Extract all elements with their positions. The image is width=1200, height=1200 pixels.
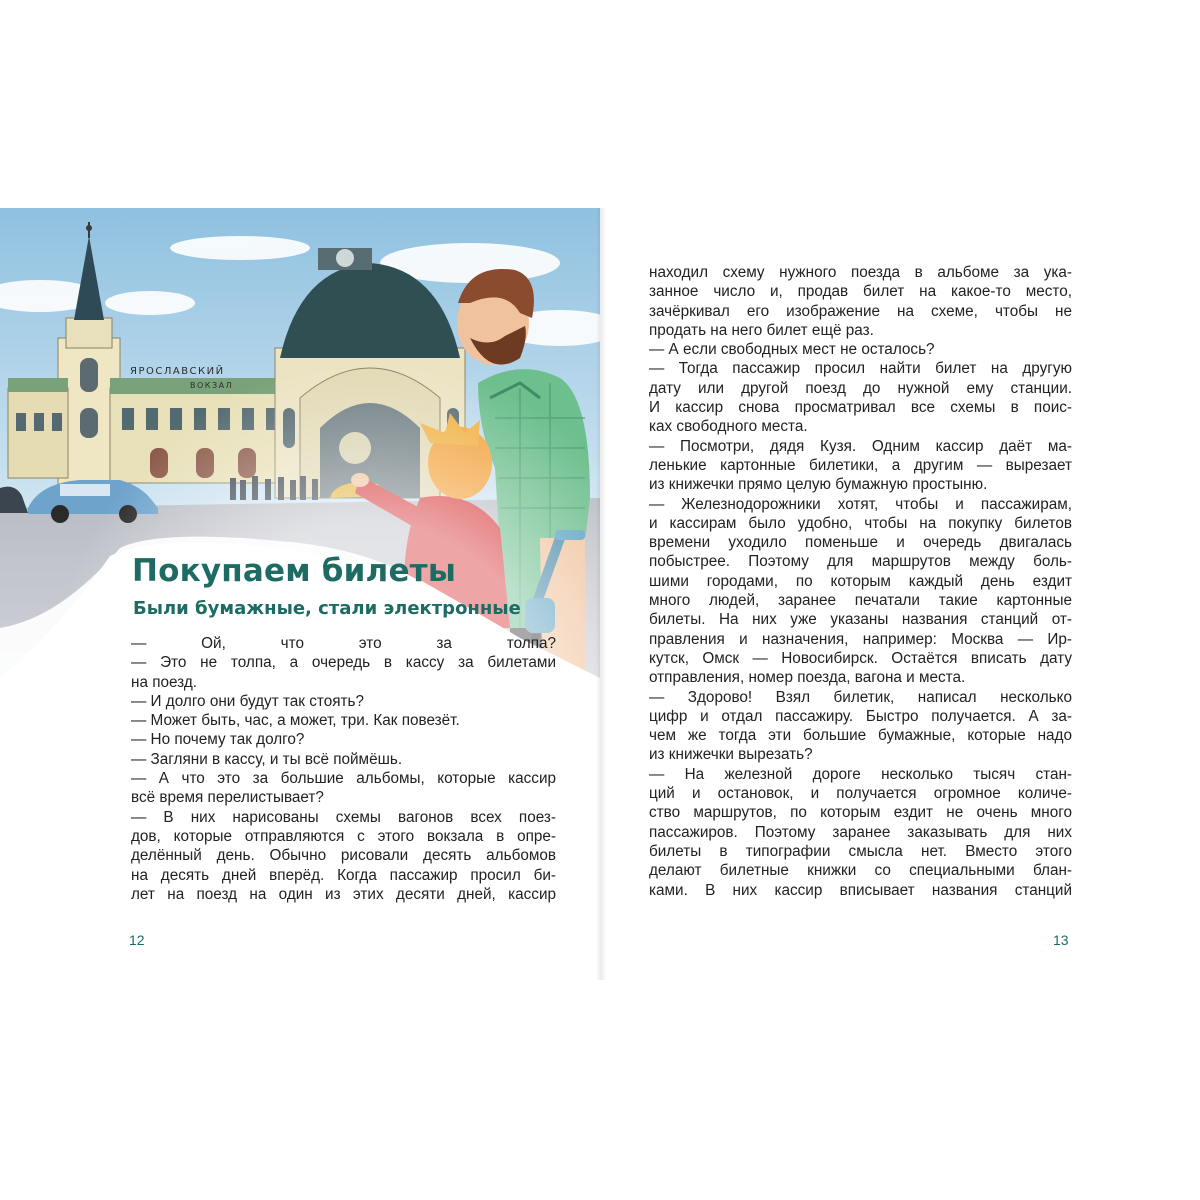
text-line: дату или другой поезд до нужной ему станции.: [649, 379, 1072, 397]
text-line: билеты в типографии смысла нет. Вместо этого: [649, 842, 1072, 860]
text-line: — И долго они будут так стоять?: [131, 692, 365, 710]
text-line: делённый день. Обычно рисовали десять альбомов: [131, 847, 556, 865]
text-line: из книжечки прямо целую бумажную простыню.: [649, 476, 988, 494]
left-page: [0, 208, 600, 980]
text-line: на десять дней вперёд. Когда пассажир просил би-: [131, 866, 556, 884]
book-gutter: [596, 208, 606, 980]
text-line: правления и назначения, например: Москва — Ир-: [649, 630, 1072, 648]
page-number-left: 12: [129, 932, 145, 948]
chapter-subheading: Были бумажные, стали электронные: [133, 598, 521, 619]
text-line: — Ой, что это за толпа?: [131, 635, 556, 652]
text-line: — Загляни в кассу, и ты всё поймёшь.: [131, 750, 403, 768]
text-line: — Это не толпа, а очередь в кассу за билетами: [131, 654, 556, 672]
text-line: ками. В них кассир вписывает названия станций: [649, 881, 1072, 899]
text-line: И кассир снова просматривал все схемы в поис-: [649, 399, 1072, 417]
text-line: — На железной дороге несколько тысяч стан-: [649, 765, 1072, 783]
text-line: — Железнодорожники хотят, чтобы и пассажирам,: [649, 495, 1072, 513]
text-line: ций и остановок, и получается огромное количе-: [649, 785, 1072, 803]
text-line: дов, которые отправляются с этого вокзала в опре-: [131, 827, 556, 845]
text-line: времени уходило поменьше и очередь двигалась: [649, 534, 1072, 552]
chapter-heading: Покупаем билеты: [132, 553, 457, 589]
left-text-column: [131, 634, 556, 904]
text-line: занное число и, продав билет на какое-то место,: [649, 283, 1072, 301]
text-line: шими городами, по которым каждый день ездит: [649, 572, 1072, 590]
page-number-right: 13: [1053, 932, 1069, 948]
text-line: побыстрее. Поэтому для маршрутов между боль-: [649, 553, 1072, 571]
text-line: — А если свободных мест не осталось?: [649, 341, 935, 359]
right-text-column: [649, 263, 1072, 900]
text-line: продать на него билет ещё раз.: [649, 321, 874, 339]
text-line: билеты. На них уже указаны названия станций от-: [649, 611, 1072, 629]
text-line: — Посмотри, дядя Кузя. Одним кассир даёт ма-: [649, 437, 1072, 455]
text-line: кутск, Омск — Новосибирск. Остаётся вписать дату: [649, 649, 1072, 667]
text-line: цифр и отдал пассажиру. Быстро получается. А за-: [649, 707, 1072, 725]
right-page: [600, 208, 1200, 980]
text-line: ленькие картонные билетики, а другим — вырезает: [649, 456, 1072, 474]
text-line: всё время перелистывает?: [131, 789, 324, 807]
text-line: — Может быть, час, а может, три. Как повезёт.: [131, 712, 460, 730]
text-line: зачёркивал его изображение на схеме, чтобы не: [649, 302, 1072, 320]
text-line: — Здорово! Взял билетик, написал несколько: [649, 688, 1072, 706]
text-line: на поезд.: [131, 673, 198, 691]
text-line: отправления, номер поезда, вагона и места.: [649, 669, 966, 687]
text-line: и кассирам было удобно, чтобы на покупку билетов: [649, 514, 1072, 532]
text-line: ках свободного места.: [649, 418, 808, 436]
text-line: пассажиров. Поэтому заранее заказывать для них: [649, 823, 1072, 841]
text-line: много людей, заранее печатали такие картонные: [649, 592, 1072, 610]
book-spread: [0, 208, 1200, 980]
text-line: из книжечки вырезать?: [649, 746, 813, 764]
text-line: ство маршрутов, по которым ездит не очень много: [649, 804, 1072, 822]
text-line: чем же тогда эти большие бумажные, которые надо: [649, 727, 1072, 745]
text-line: лет на поезд на один из этих десяти дней, кассир: [131, 885, 556, 903]
text-line: — Но почему так долго?: [131, 731, 305, 749]
text-line: — В них нарисованы схемы вагонов всех поез-: [131, 808, 556, 826]
text-line: — Тогда пассажир просил найти билет на другую: [649, 360, 1072, 378]
text-line: находил схему нужного поезда в альбоме за ука-: [649, 264, 1072, 281]
text-line: — А что это за большие альбомы, которые кассир: [131, 770, 556, 788]
text-line: делают билетные книжки со специальными блан-: [649, 862, 1072, 880]
